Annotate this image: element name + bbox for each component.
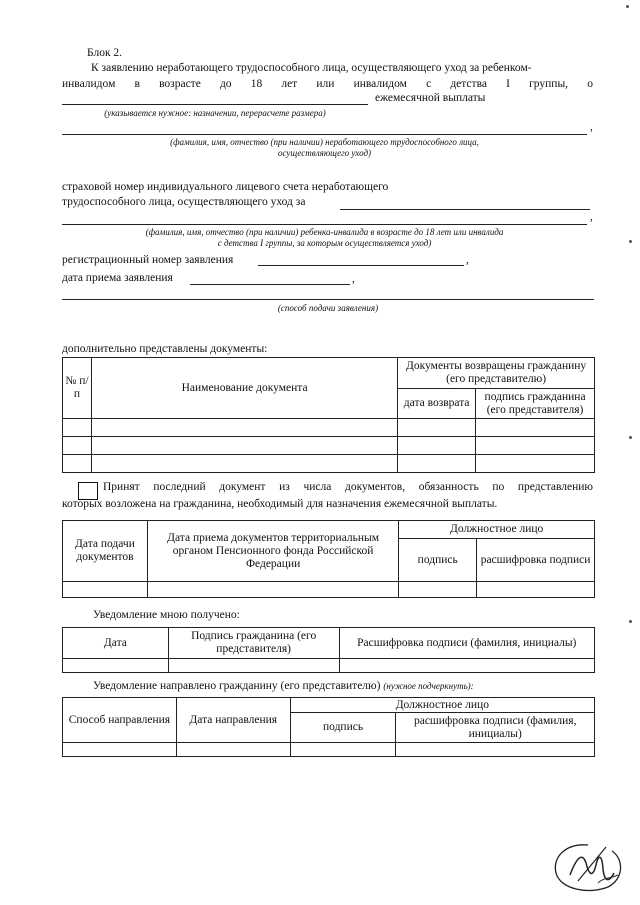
date-received-comma: , xyxy=(352,273,355,285)
scan-speck xyxy=(629,240,632,243)
intro-word: с xyxy=(426,78,432,90)
insurance-line-1: страховой номер индивидуального лицевого счета неработающего xyxy=(62,181,389,193)
col-official-signature: подпись xyxy=(399,539,477,582)
handwritten-initials xyxy=(548,835,628,897)
col-signature-decode: расшифровка подписи xyxy=(477,539,595,582)
documents-table xyxy=(62,357,595,473)
col-citizen-signature: подпись гражданина (его представителя) xyxy=(476,389,595,419)
payment-type-field[interactable] xyxy=(62,104,368,105)
intro-word: лет xyxy=(281,78,298,90)
intro-word: группы, xyxy=(529,78,569,90)
insurance-line-2: трудоспособного лица, осуществляющего уход за xyxy=(62,196,306,208)
intro-word: или xyxy=(316,78,335,90)
col-citizen-signature: Подпись гражданина (его представителя) xyxy=(168,628,339,659)
acceptance-table xyxy=(62,520,595,598)
col-official-signature: подпись xyxy=(290,713,396,743)
table-row xyxy=(63,455,595,473)
col-signature-decode: расшифровка подписи (фамилия, инициалы) xyxy=(396,713,595,743)
date-received-label: дата приема заявления xyxy=(62,272,173,284)
caregiver-comma: , xyxy=(590,121,593,133)
intro-word: в xyxy=(134,78,140,90)
col-official: Должностное лицо xyxy=(290,698,594,713)
intro-word: до xyxy=(219,78,232,90)
registration-label: регистрационный номер заявления xyxy=(62,254,234,266)
col-signature-decode: Расшифровка подписи (фамилия, инициалы) xyxy=(339,628,595,659)
table-row xyxy=(63,659,595,673)
child-comma: , xyxy=(590,211,593,223)
last-doc-line-2: которых возложена на гражданина, необходимый для назначения ежемесячной выплаты. xyxy=(62,498,498,510)
col-document-name: Наименование документа xyxy=(91,358,397,419)
child-note-1: (фамилия, имя, отчество (при наличии) ребенка-инвалида в возрасте до 18 лет или инвалида xyxy=(145,227,504,237)
col-receive-date: Дата приема документов территориальным органом Пенсионного фонда Российской Федерации xyxy=(147,521,398,582)
table-row xyxy=(63,437,595,455)
caregiver-note-2: осуществляющего уход) xyxy=(277,148,372,158)
intro-word: возрасте xyxy=(159,78,201,90)
payment-suffix: ежемесячной выплаты xyxy=(375,92,486,104)
notice-received-table xyxy=(62,627,595,673)
submission-method-field[interactable] xyxy=(62,299,594,300)
notice-sent-heading-note: (нужное подчеркнуть): xyxy=(383,681,474,691)
insurance-number-field[interactable] xyxy=(340,209,590,210)
payment-type-note: (указывается нужное: назначении, перерасчете размера) xyxy=(104,108,326,118)
registration-number-field[interactable] xyxy=(258,265,464,266)
notice-received-heading: Уведомление мною получено: xyxy=(93,609,240,621)
col-documents-returned: Документы возвращены гражданину (его представителю) xyxy=(398,358,595,389)
documents-heading: дополнительно представлены документы: xyxy=(62,343,268,355)
intro-word: о xyxy=(587,78,593,90)
intro-word: 18 xyxy=(250,78,263,90)
col-number: № п/п xyxy=(63,358,92,419)
notice-sent-heading xyxy=(93,680,474,692)
scan-speck xyxy=(629,436,632,439)
date-received-field[interactable] xyxy=(190,284,350,285)
col-send-method: Способ направления xyxy=(63,698,177,743)
intro-line-2 xyxy=(62,78,593,90)
caregiver-name-field[interactable] xyxy=(62,134,587,135)
child-note-2: с детства I группы, за которым осуществляется уход) xyxy=(217,238,432,248)
notice-sent-heading-text: Уведомление направлено гражданину (его представителю) xyxy=(93,680,381,692)
scan-speck xyxy=(629,620,632,623)
col-official: Должностное лицо xyxy=(399,521,595,539)
last-doc-line-1: Принят последний документ из числа документов, обязанность по представлению xyxy=(103,481,593,493)
col-send-date: Дата направления xyxy=(176,698,290,743)
child-name-field[interactable] xyxy=(62,224,587,225)
col-notice-date: Дата xyxy=(63,628,169,659)
caregiver-note-1: (фамилия, имя, отчество (при наличии) неработающего трудоспособного лица, xyxy=(170,137,479,147)
col-submit-date: Дата подачи документов xyxy=(63,521,148,582)
table-row xyxy=(63,743,595,757)
intro-line-1: К заявлению неработающего трудоспособного лица, осуществляющего уход за ребенком- xyxy=(91,62,532,74)
table-row xyxy=(63,582,595,598)
intro-word: детства xyxy=(450,78,487,90)
scan-speck xyxy=(626,5,629,8)
intro-word: инвалидом xyxy=(353,78,407,90)
col-return-date: дата возврата xyxy=(398,389,476,419)
intro-word: I xyxy=(506,78,510,90)
submission-note: (способ подачи заявления) xyxy=(277,303,379,313)
intro-word: инвалидом xyxy=(62,78,116,90)
registration-comma: , xyxy=(466,254,469,266)
block-title: Блок 2. xyxy=(87,47,123,59)
notice-sent-table xyxy=(62,697,595,757)
table-row xyxy=(63,419,595,437)
